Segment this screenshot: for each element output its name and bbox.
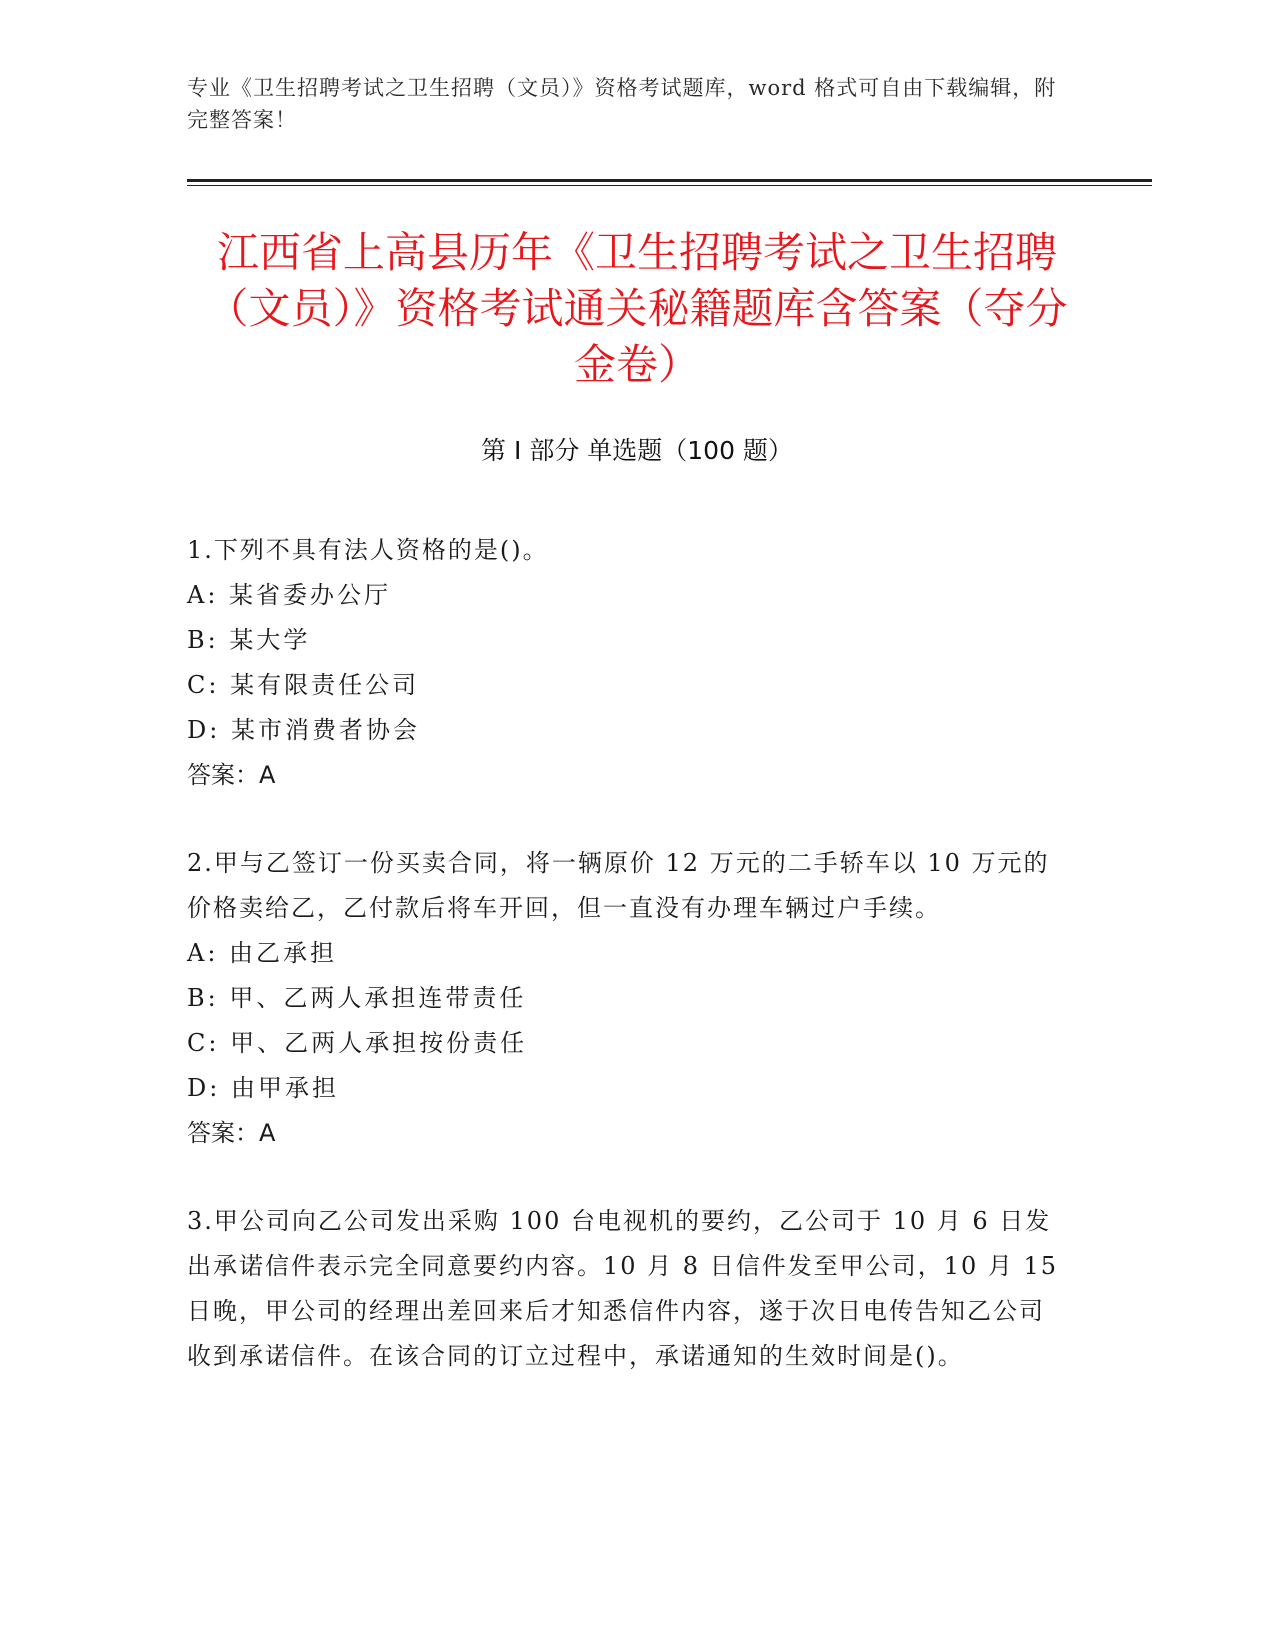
option-c: C: 甲、乙两人承担按份责任 [187, 1029, 528, 1057]
answer: 答案：A [187, 1119, 276, 1147]
option-c: C: 某有限责任公司 [187, 671, 420, 699]
option-b: B: 某大学 [187, 626, 311, 654]
question-stem: 2.甲与乙签订一份买卖合同，将一辆原价 12 万元的二手轿车以 10 万元的价格卖给乙，乙付款后将车开回，但一直没有办理车辆过户手续。 [187, 849, 1050, 922]
section-title: 第 I 部分 单选题（100 题） [481, 436, 793, 465]
header-note: 专业《卫生招聘考试之卫生招聘（文员）》资格考试题库，word 格式可自由下载编辑，附完整答案！ [187, 76, 1057, 132]
question-1 [187, 528, 1067, 798]
question-stem: 3.甲公司向乙公司发出采购 100 台电视机的要约，乙公司于 10 月 6 日发出承诺信件表示完全同意要约内容。10 月 8 日信件发至甲公司，10 月 15 日晚，甲公司的经理出差回来后才知悉信件内容，遂于次日电传告知乙公司收到承诺信件。在该合同的订立过程中，承诺通知的生效时间是()。 [187, 1207, 1059, 1370]
question-list [187, 528, 1067, 1422]
option-b: B: 甲、乙两人承担连带责任 [187, 984, 527, 1012]
header-rule-thin [187, 185, 1152, 186]
question-stem: 1.下列不具有法人资格的是()。 [187, 536, 549, 564]
option-d: D: 某市消费者协会 [187, 716, 420, 744]
document-title: 江西省上高县历年《卫生招聘考试之卫生招聘（文员）》资格考试通关秘籍题库含答案（夺分金卷） [206, 228, 1068, 389]
option-a: A: 由乙承担 [187, 939, 338, 967]
option-d: D: 由甲承担 [187, 1074, 339, 1102]
answer: 答案：A [187, 761, 276, 789]
option-a: A: 某省委办公厅 [187, 581, 392, 609]
question-3 [187, 1199, 1067, 1379]
question-2 [187, 841, 1067, 1156]
header-rule-thick [187, 179, 1152, 182]
